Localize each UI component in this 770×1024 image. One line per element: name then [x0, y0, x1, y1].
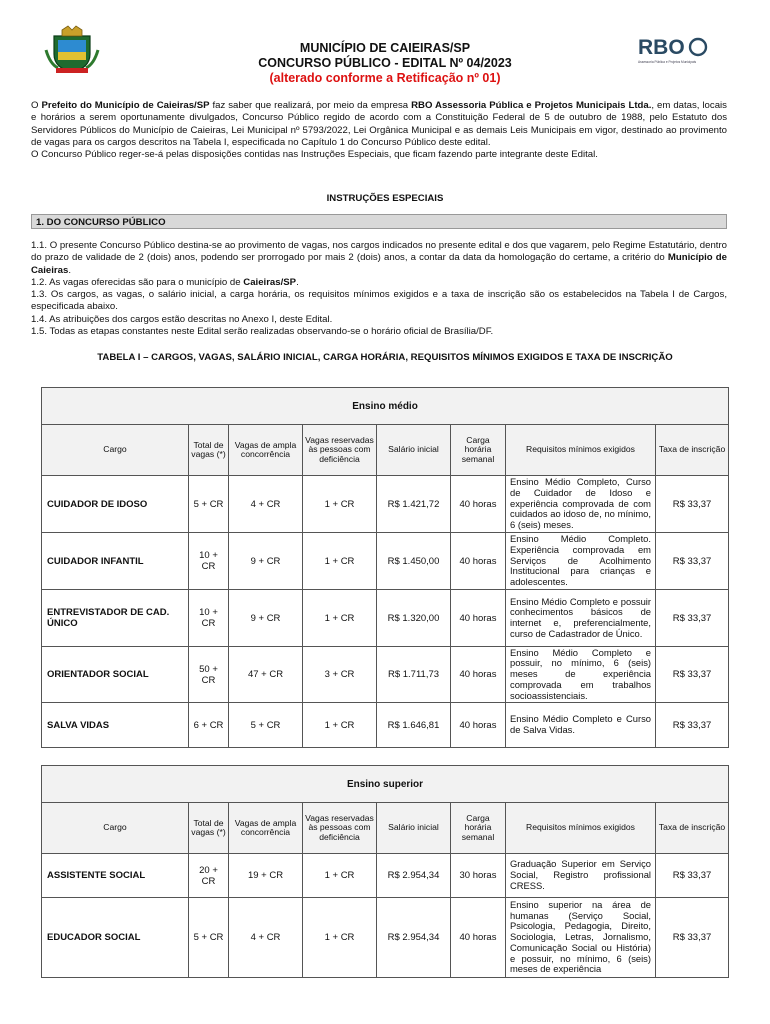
group-title-medio: Ensino médio — [42, 388, 729, 425]
rbo-logo-subtext: Assessoria Pública e Projetos Municipais — [638, 60, 697, 64]
table-row — [42, 476, 729, 533]
col-header-carga: Carga horária semanal — [451, 425, 506, 476]
cell-taxa: R$ 33,37 — [656, 898, 729, 978]
cell-req: Ensino superior na área de humanas (Serviço Social, Psicologia, Pedagogia, Direito, Sociologia, Letras, Jornalismo, Comunicação Social ou História) e possuir, no mínimo, 6 (seis) meses de experiência — [506, 898, 656, 978]
cell-salario: R$ 1.320,00 — [377, 590, 451, 647]
section-1-heading: 1. DO CONCURSO PÚBLICO — [31, 214, 727, 229]
cell-salario: R$ 1.646,81 — [377, 703, 451, 748]
cell-total: 20 + CR — [189, 854, 229, 898]
cell-ampla: 4 + CR — [229, 898, 303, 978]
item-1-4: 1.4. As atribuições dos cargos estão descritas no Anexo I, deste Edital. — [31, 313, 333, 325]
table-ensino-superior — [41, 765, 729, 978]
cell-ampla: 47 + CR — [229, 647, 303, 703]
cell-ampla: 5 + CR — [229, 703, 303, 748]
intro-paragraph-2: O Concurso Público reger-se-á pelas disposições contidas nas Instruções Especiais, que ficam fazendo parte integrante deste Edital. — [31, 149, 598, 161]
table-1-title: TABELA I – CARGOS, VAGAS, SALÁRIO INICIAL, CARGA HORÁRIA, REQUISITOS MÍNIMOS EXIGIDOS E TAXA DE INSCRIÇÃO — [97, 352, 673, 363]
col-header-cargo: Cargo — [42, 803, 189, 854]
cell-salario: R$ 2.954,34 — [377, 854, 451, 898]
cell-pcd: 1 + CR — [303, 703, 377, 748]
cell-taxa: R$ 33,37 — [656, 590, 729, 647]
col-header-taxa: Taxa de inscrição — [656, 803, 729, 854]
cell-total: 10 + CR — [189, 533, 229, 590]
col-header-total: Total de vagas (*) — [189, 803, 229, 854]
col-header-salario: Salário inicial — [377, 425, 451, 476]
cell-pcd: 1 + CR — [303, 898, 377, 978]
cell-pcd: 1 + CR — [303, 533, 377, 590]
col-header-total: Total de vagas (*) — [189, 425, 229, 476]
cell-total: 5 + CR — [189, 898, 229, 978]
intro-paragraph-1: O Prefeito do Município de Caieiras/SP faz saber que realizará, por meio da empresa RBO Assessoria Pública e Projetos Municipais Ltda., em datas, locais e horários a serem oportunamente divulgados, Concurso Público regido de acordo com a Constituição Federal de 5 de outubro de 1988, pelo Estatuto dos Servidores Públicos do Município de Caieiras, Lei Municipal nº 5793/2022, Lei Orgânica Municipal e as demais Leis Municipais em vigor, destinado ao provimento de vagas para os cargos descritos na Tabela I, especificada no Capítulo 1 do Concurso Público deste edital. — [31, 100, 727, 148]
document-header — [0, 0, 770, 96]
cell-carga: 40 horas — [451, 476, 506, 533]
col-header-taxa: Taxa de inscrição — [656, 425, 729, 476]
instructions-heading: INSTRUÇÕES ESPECIAIS — [326, 193, 444, 204]
cell-req: Ensino Médio Completo. Experiência comprovada em Serviços de Acolhimento Institucional para crianças e adolescentes. — [506, 533, 656, 590]
cell-taxa: R$ 33,37 — [656, 647, 729, 703]
cell-cargo: ORIENTADOR SOCIAL — [42, 647, 189, 703]
cell-req: Ensino Médio Completo, Curso de Cuidador de Idoso e experiência comprovada de com cuidados ao idoso de, no mínimo, 6 (seis) meses. — [506, 476, 656, 533]
table-row — [42, 703, 729, 748]
cell-carga: 40 horas — [451, 590, 506, 647]
rbo-logo-text: RBO — [638, 36, 685, 59]
cell-pcd: 1 + CR — [303, 854, 377, 898]
col-header-req: Requisitos mínimos exigidos — [506, 425, 656, 476]
cell-salario: R$ 1.450,00 — [377, 533, 451, 590]
cell-pcd: 1 + CR — [303, 590, 377, 647]
cell-salario: R$ 1.421,72 — [377, 476, 451, 533]
table-row — [42, 854, 729, 898]
title-retificacao: (alterado conforme a Retificação nº 01) — [269, 71, 501, 85]
cell-carga: 30 horas — [451, 854, 506, 898]
cell-carga: 40 horas — [451, 703, 506, 748]
cell-carga: 40 horas — [451, 533, 506, 590]
cell-taxa: R$ 33,37 — [656, 854, 729, 898]
intro-text — [31, 100, 727, 161]
col-header-pcd: Vagas reservadas às pessoas com deficiência — [303, 425, 377, 476]
cell-ampla: 9 + CR — [229, 533, 303, 590]
cell-ampla: 19 + CR — [229, 854, 303, 898]
table-row — [42, 898, 729, 978]
title-municipality: MUNICÍPIO DE CAIEIRAS/SP — [299, 41, 471, 55]
cell-cargo: CUIDADOR DE IDOSO — [42, 476, 189, 533]
cell-req: Ensino Médio Completo e possuir, no mínimo, 6 (seis) meses de experiência comprovada em trabalhos socioassistenciais. — [506, 647, 656, 703]
cell-taxa: R$ 33,37 — [656, 476, 729, 533]
cell-pcd: 3 + CR — [303, 647, 377, 703]
cell-cargo: ASSISTENTE SOCIAL — [42, 854, 189, 898]
cell-salario: R$ 1.711,73 — [377, 647, 451, 703]
cell-cargo: SALVA VIDAS — [42, 703, 189, 748]
rbo-logo — [636, 34, 710, 66]
item-1-3: 1.3. Os cargos, as vagas, o salário inicial, a carga horária, os requisitos mínimos exigidos e a taxa de inscrição são os estabelecidos na Tabela I de Cargos, especificada abaixo. — [31, 289, 727, 313]
group-title-superior: Ensino superior — [42, 766, 729, 803]
col-header-pcd: Vagas reservadas às pessoas com deficiência — [303, 803, 377, 854]
col-header-salario: Salário inicial — [377, 803, 451, 854]
col-header-ampla: Vagas de ampla concorrência — [229, 803, 303, 854]
cell-ampla: 4 + CR — [229, 476, 303, 533]
col-header-ampla: Vagas de ampla concorrência — [229, 425, 303, 476]
cell-cargo: CUIDADOR INFANTIL — [42, 533, 189, 590]
cell-req: Ensino Médio Completo e Curso de Salva Vidas. — [506, 703, 656, 748]
table-ensino-medio-grid — [41, 387, 729, 748]
title-edital: CONCURSO PÚBLICO - EDITAL Nº 04/2023 — [258, 56, 512, 70]
cell-req: Ensino Médio Completo e possuir conhecimentos básicos de internet e, preferencialmente, curso de Cadastrador de Único. — [506, 590, 656, 647]
cell-cargo: EDUCADOR SOCIAL — [42, 898, 189, 978]
table-row — [42, 533, 729, 590]
cell-total: 10 + CR — [189, 590, 229, 647]
section-1-body — [31, 240, 727, 338]
item-1-2: 1.2. As vagas oferecidas são para o município de Caieiras/SP. — [31, 276, 299, 288]
cell-salario: R$ 2.954,34 — [377, 898, 451, 978]
col-header-req: Requisitos mínimos exigidos — [506, 803, 656, 854]
cell-total: 50 + CR — [189, 647, 229, 703]
cell-ampla: 9 + CR — [229, 590, 303, 647]
cell-taxa: R$ 33,37 — [656, 533, 729, 590]
cell-total: 6 + CR — [189, 703, 229, 748]
cell-pcd: 1 + CR — [303, 476, 377, 533]
table-row — [42, 647, 729, 703]
col-header-carga: Carga horária semanal — [451, 803, 506, 854]
item-1-1: 1.1. O presente Concurso Público destina-se ao provimento de vagas, nos cargos indicados no presente edital e dos que vagarem, pelo Regime Estatutário, dentro do prazo de validade de 2 (dois) anos, podendo ser prorrogado por mais 2 (dois) anos, a contar da data da homologação do certame, a critério do Município de Caieiras. — [31, 240, 727, 276]
cell-total: 5 + CR — [189, 476, 229, 533]
cell-taxa: R$ 33,37 — [656, 703, 729, 748]
col-header-cargo: Cargo — [42, 425, 189, 476]
cell-carga: 40 horas — [451, 898, 506, 978]
cell-req: Graduação Superior em Serviço Social, Registro profissional CRESS. — [506, 854, 656, 898]
cell-cargo: ENTREVISTADOR DE CAD. ÚNICO — [42, 590, 189, 647]
cell-carga: 40 horas — [451, 647, 506, 703]
table-row — [42, 590, 729, 647]
item-1-5: 1.5. Todas as etapas constantes neste Edital serão realizadas observando-se o horário oficial de Brasília/DF. — [31, 326, 494, 338]
